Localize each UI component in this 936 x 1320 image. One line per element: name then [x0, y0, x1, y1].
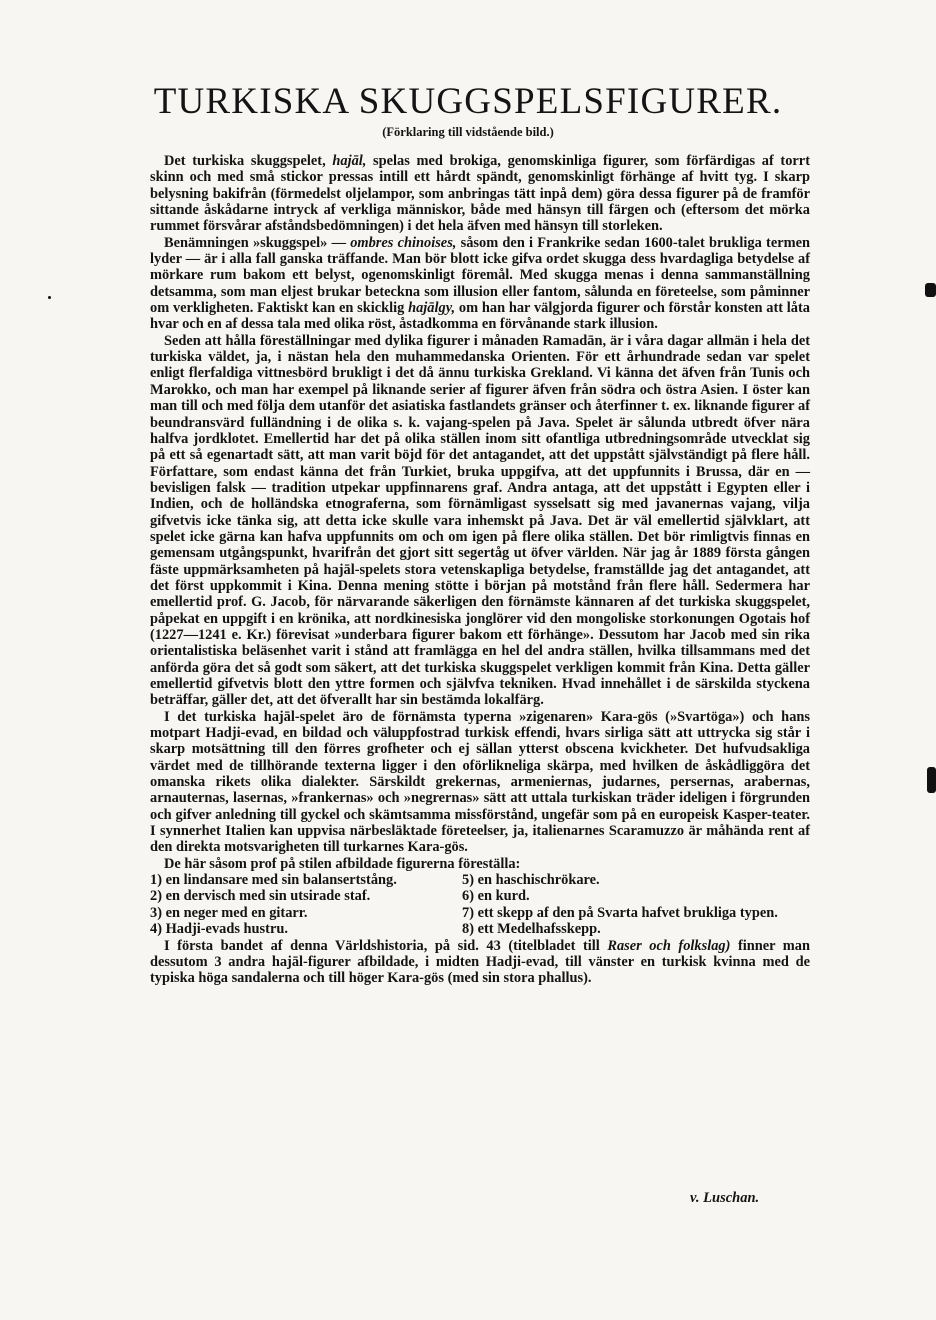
scan-mark [925, 283, 936, 297]
article-title: TURKISKA SKUGGSPELSFIGURER. [153, 81, 783, 122]
paragraph-1: Det turkiska skuggspelet, hajāl, spelas med brokiga, genomskinliga figurer, som förfärdigas af torrt skinn och med små stickor pressas intill ett hårdt spändt, genomskinligt förhänge af hvitt tyg. I skarp belysning bakifrån (förmedelst oljelampor, som anbringas tätt inpå dem) göra dessa figurer på de framför sittande åskådarne intryck af verkliga människor, både med hänsyn till färgen och (eftersom det mörka rummet försvårar afståndsbedömningen) i det hela äfven med hänsyn till storleken. [150, 153, 810, 235]
author-signature: v. Luschan. [690, 1190, 760, 1206]
paragraph-3: Seden att hålla föreställningar med dylika figurer i månaden Ramadān, är i våra dagar allmän i hela det turkiska väldet, ja, i nästan hela den muhammedanska Orienten. För ett århundrade sedan var spelet enligt flerfaldiga vittnesbörd brukligt i det då ännu turkiska Grekland. Vi känna det äfven från Tunis och Marokko, och man har exempel på liknande serier af figurer äfven från södra och östra Asien. I öster kan man till och med följa dem utanför det asiatiska fastlandets gränser och återfinner t. ex. liknande figurer af beundransvärd fulländning i de olika s. k. vajang-spelen på Java. Spelet är sålunda utbredt öfver nära halfva jordklotet. Emellertid har det på olika ställen inom sitt ofantliga utbredningsområde utvecklat sig på ett så egenartadt sätt, att man varit böjd för det antagandet, att det uppstått självständigt på flere håll. Författare, som endast känna det från Turkiet, bruka uppgifva, att det uppfunnits i Brussa, där en — bevisligen falsk — tradition utpekar uppfinnarens graf. Andra antaga, att det uppstått i Egypten eller i Indien, och de holländska etnograferna, som förnämligast sysselsatt sig med javanernas vajang, vilja gifvetvis icke tänka sig, att detta icke skulle vara inhemskt på Java. Det är väl emellertid självklart, att spelet icke gärna kan hafva uppfunnits om och om igen på flere olika ställen. Det bör rimligtvis finnas en gemensam utgångspunkt, hvarifrån det gjort sitt segertåg ut öfver världen. När jag år 1889 första gången fäste uppmärksamheten på hajāl-spelets stora vetenskapliga betydelse, framställde jag det antagandet, att det först uppkommit i Kina. Denna mening stötte i början på motstånd från flere håll. Sedermera har emellertid prof. G. Jacob, för närvarande säkerligen den förnämste kännaren af det turkiska skuggspelet, påpekat en uppgift i en krönika, att nordkinesiska jonglörer vid den mongoliske storkonungen Ogotais hof (1227—1241 e. Kr.) förevisat »underbara figurer bakom ett förhänge». Dessutom har Jacob med sin rika orientalistiska beläsenhet varit i stånd att framlägga en hel del andra ställen, hvilka tillsammans med det anförda göra det så godt som säkert, att det turkiska skuggspelet verkligen kommit från Kina. Detta gäller emellertid gifvetvis blott den yttre formen och självfva tekniken. Hvad innehållet i de särskilda styckena beträffar, gäller det, att det öfverallt har sin bestämda lokalfärg. [150, 332, 810, 709]
paragraph-4: I det turkiska hajāl-spelet äro de förnämsta typerna »zigenaren» Kara-gös (»Svartöga») och hans motpart Hadji-evad, en bildad och väluppfostrad turkisk effendi, hvars sirliga sätt att uttrycka sig står i skarp motsättning till den förres grofheter och ej sällan ytterst obscena kvickheter. Det hufvudsakliga värdet med de tillhörande texterna ligger i den oförlikneliga skärpa, med hvilken de åskådliggöra det omanska rikets olika dialekter. Särskildt grekernas, armeniernas, judarnes, persernas, arabernas, arnauternas, lasernas, »frankernas» och »negrernas» sätt att uttala turkiskan träder ideligen i förgrunden och gifver anledning till gyckel och skämtsamma missförstånd, ungefär som på en europeisk Kasper-teater. I synnerhet Italien kan uppvisa närbesläktade företeelser, ja, italienarnes Scaramuzzo är måhända rent af den direkta motsvarigheten till turkarnes Kara-gös. [150, 708, 810, 856]
paragraph-2: Benämningen »skuggspel» — ombres chinoises, såsom den i Frankrike sedan 1600-talet brukliga termen lyder — är i alla fall ganska träffande. Man bör blott icke gifva ordet skugga dess hvardagliga betydelse af mörkare rum bakom ett belyst, ogenomskinligt föremål. Med skugga menas i denna sammanställning detsamma, som man eljest brukar beteckna som illusion eller fantom, sålunda en företeelse, som påminner om verkligheten. Faktiskt kan en skicklig hajālgy, om han har välgjorda figurer och förstår konsten att låta hvar och en af dessa tala med olika röst, åstadkomma en förvånande stark illusion. [150, 234, 810, 333]
article-subtitle: (Förklaring till vidstående bild.) [382, 125, 554, 139]
list-item: 4) Hadji-evads hustru. [150, 921, 288, 938]
figure-list [150, 872, 810, 937]
list-item: 2) en dervisch med sin utsirade staf. [150, 888, 371, 905]
scan-mark [927, 767, 936, 793]
paragraph-6: I första bandet af denna Världshistoria, på sid. 43 (titelbladet till Raser och folkslag) finner man dessutom 3 andra hajāl-figurer afbildade, i midten Hadji-evad, till vänster en turkisk kvinna med de typiska höga sandalerna och till höger Kara-gös (med sin stora phallus). [150, 937, 810, 987]
paragraph-5: De här såsom prof på stilen afbildade figurerna föreställa: [164, 855, 521, 872]
list-item: 6) en kurd. [462, 888, 530, 905]
scan-mark [48, 296, 51, 299]
list-item: 3) en neger med en gitarr. [150, 904, 308, 921]
list-item: 7) ett skepp af den på Svarta hafvet brukliga typen. [462, 904, 778, 921]
list-item: 5) en haschischrökare. [462, 872, 600, 889]
article-body [150, 153, 810, 987]
list-item: 1) en lindansare med sin balansertstång. [150, 872, 397, 889]
list-item: 8) ett Medelhafsskepp. [462, 921, 601, 938]
